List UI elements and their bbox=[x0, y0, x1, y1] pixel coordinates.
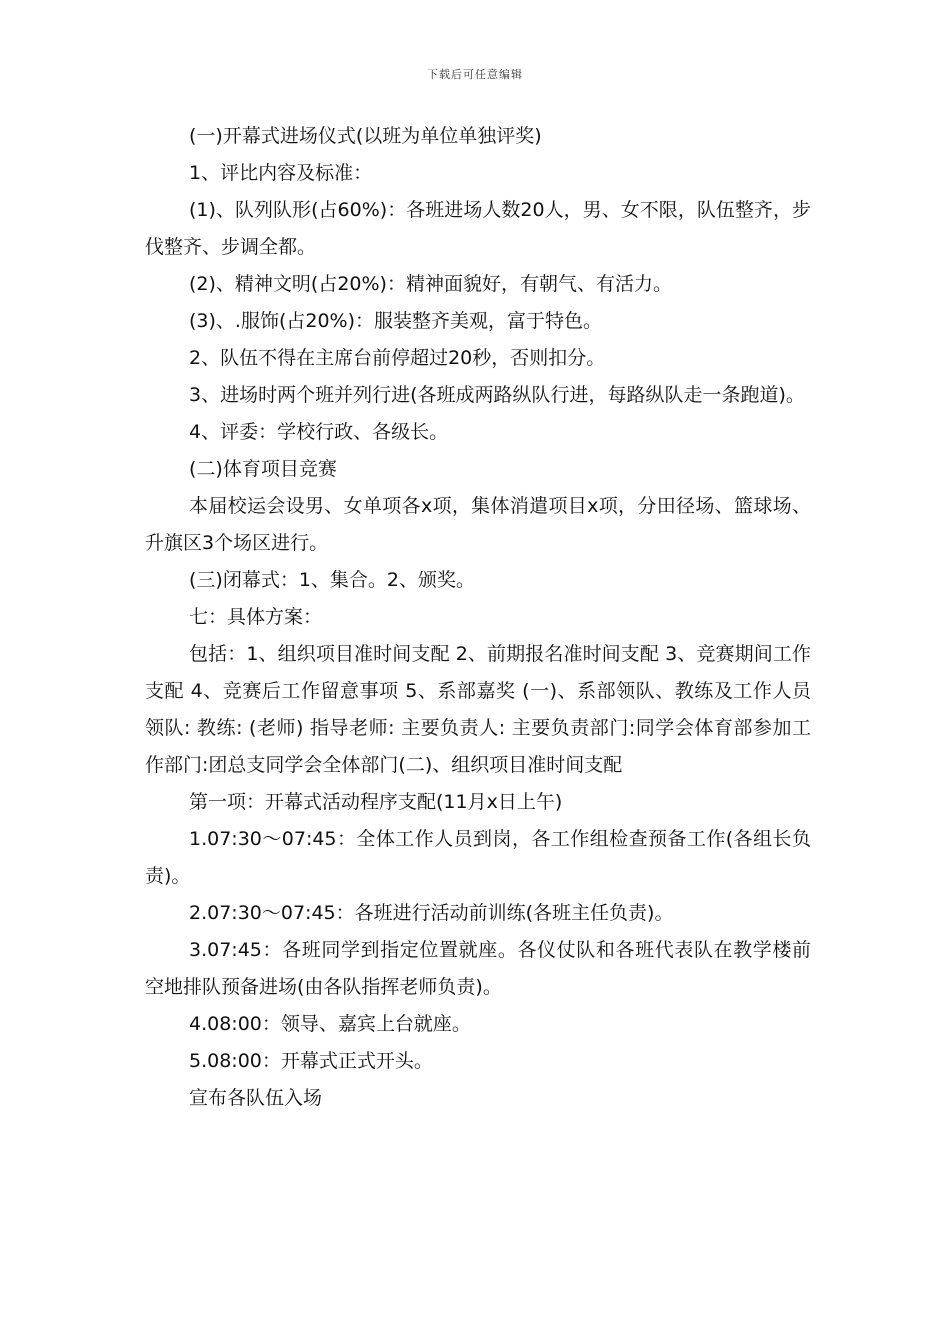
paragraph: 包括：1、组织项目准时间支配 2、前期报名准时间支配 3、竞赛期间工作支配 4、竞赛后工作留意事项 5、系部嘉奖 (一)、系部领队、教练及工作人员 领队: 教练: (老师) 指导老师: 主要负责人: 主要负责部门:同学会体育部参加工作部门:团总支同学会全体部门(二)、组织项目准时间支配 bbox=[145, 643, 811, 776]
paragraph: 1、评比内容及标准： bbox=[189, 162, 373, 184]
document-body bbox=[145, 118, 811, 1117]
paragraph: 5.08:00：开幕式正式开头。 bbox=[189, 1050, 433, 1072]
paragraph: 第一项：开幕式活动程序支配(11月x日上午) bbox=[189, 791, 563, 813]
paragraph: 4.08:00：领导、嘉宾上台就座。 bbox=[189, 1013, 471, 1035]
paragraph: 3、进场时两个班并列行进(各班成两路纵队行进，每路纵队走一条跑道)。 bbox=[189, 384, 805, 406]
paragraph: (2)、精神文明(占20%)：精神面貌好，有朝气、有活力。 bbox=[189, 273, 672, 295]
page-header: 下载后可任意编辑 bbox=[427, 68, 523, 81]
paragraph: 2、队伍不得在主席台前停超过20秒，否则扣分。 bbox=[189, 347, 606, 369]
paragraph: (1)、队列队形(占60%)：各班进场人数20人，男、女不限，队伍整齐，步伐整齐、步调全都。 bbox=[145, 199, 811, 258]
paragraph: 本届校运会设男、女单项各x项，集体消遣项目x项，分田径场、篮球场、升旗区3个场区进行。 bbox=[145, 495, 811, 554]
paragraph: 1.07:30～07:45：全体工作人员到岗，各工作组检查预备工作(各组长负责)。 bbox=[145, 828, 811, 887]
paragraph: 宣布各队伍入场 bbox=[189, 1087, 323, 1109]
paragraph: 4、评委：学校行政、各级长。 bbox=[189, 421, 449, 443]
paragraph: 2.07:30～07:45：各班进行活动前训练(各班主任负责)。 bbox=[189, 902, 674, 924]
paragraph: (三)闭幕式：1、集合。2、颁奖。 bbox=[189, 569, 476, 591]
paragraph: (二)体育项目竞赛 bbox=[189, 458, 337, 480]
paragraph: 3.07:45：各班同学到指定位置就座。各仪仗队和各班代表队在教学楼前空地排队预备进场(由各队指挥老师负责)。 bbox=[145, 939, 811, 998]
paragraph: (3)、.服饰(占20%)：服装整齐美观，富于特色。 bbox=[189, 310, 603, 332]
paragraph: 七：具体方案： bbox=[189, 606, 323, 628]
paragraph: (一)开幕式进场仪式(以班为单位单独评奖) bbox=[189, 125, 542, 147]
